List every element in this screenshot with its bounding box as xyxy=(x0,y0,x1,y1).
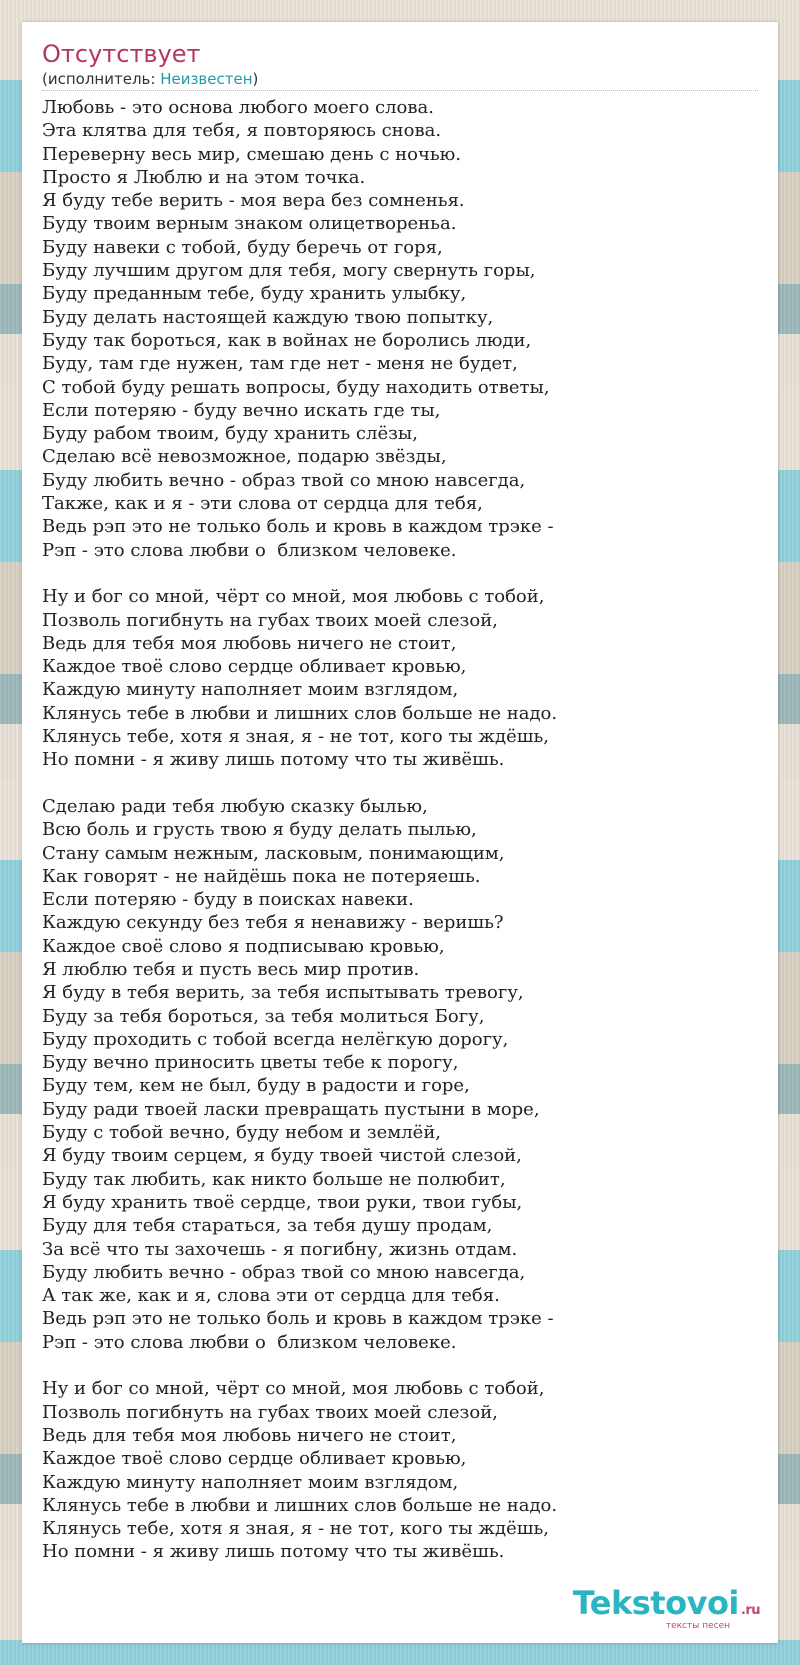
lyric-line: Буду проходить с тобой всегда нелёгкую дорогу, xyxy=(42,1028,509,1050)
lyric-line: Я люблю тебя и пусть весь мир против. xyxy=(42,958,420,980)
lyric-line: Каждую секунду без тебя я ненавижу - веришь? xyxy=(42,912,504,934)
lyric-line: Буду тем, кем не был, буду в радости и горе, xyxy=(42,1075,470,1097)
lyric-line: Буду вечно приносить цветы тебе к порогу, xyxy=(42,1052,459,1074)
lyric-line: Буду навеки с тобой, буду беречь от горя, xyxy=(42,236,443,258)
lyric-line: Я буду твоим серцем, я буду твоей чистой слезой, xyxy=(42,1145,522,1167)
lyric-line: Позволь погибнуть на губах твоих моей слезой, xyxy=(42,1401,498,1423)
logo-main-text: Tekstovoi xyxy=(572,1584,739,1622)
lyric-line: Буду для тебя стараться, за тебя душу продам, xyxy=(42,1215,493,1237)
lyric-line: Всю боль и грусть твою я буду делать пылью, xyxy=(42,819,477,841)
lyric-line: Ну и бог со мной, чёрт со мной, моя любовь с тобой, xyxy=(42,1378,545,1400)
lyric-line: Ну и бог со мной, чёрт со мной, моя любовь с тобой, xyxy=(42,586,545,608)
artist-line xyxy=(42,70,258,88)
artist-link[interactable]: Неизвестен xyxy=(160,70,253,88)
logo-wordmark xyxy=(572,1584,760,1622)
lyric-line: Клянусь тебе, хотя я зная, я - не тот, кого ты ждёшь, xyxy=(42,726,549,748)
lyric-line: Каждую минуту наполняет моим взглядом, xyxy=(42,679,459,701)
lyric-line: Буду ради твоей ласки превращать пустыни в море, xyxy=(42,1098,540,1120)
song-title: Отсутствует xyxy=(42,40,201,68)
lyric-line: Эта клятва для тебя, я повторяюсь снова. xyxy=(42,120,442,142)
lyrics-card xyxy=(22,22,778,1643)
lyric-line: Переверну весь мир, смешаю день с ночью. xyxy=(42,143,462,165)
stanza xyxy=(42,585,758,771)
lyric-line: Сделаю ради тебя любую сказку былью, xyxy=(42,795,428,817)
lyric-line: Буду делать настоящей каждую твою попытку, xyxy=(42,306,494,328)
artist-prefix: (исполнитель: xyxy=(42,70,161,88)
logo-tagline: тексты песен xyxy=(665,1621,730,1631)
lyric-line: Каждое твоё слово сердце обливает кровью, xyxy=(42,656,467,678)
lyric-line: Я буду тебе верить - моя вера без сомненья. xyxy=(42,190,465,212)
lyric-line: Буду с тобой вечно, буду небом и землёй, xyxy=(42,1122,442,1144)
site-logo[interactable] xyxy=(572,1584,760,1631)
lyric-line: Если потеряю - буду в поисках навеки. xyxy=(42,889,414,911)
lyric-line: Буду рабом твоим, буду хранить слёзы, xyxy=(42,423,418,445)
lyric-line: Буду так бороться, как в войнах не боролись люди, xyxy=(42,329,532,351)
lyric-line: Ведь рэп это не только боль и кровь в каждом трэке - xyxy=(42,516,554,538)
lyric-line: Буду преданным тебе, буду хранить улыбку, xyxy=(42,283,467,305)
lyric-line: Стану самым нежным, ласковым, понимающим, xyxy=(42,842,505,864)
lyric-line: Любовь - это основа любого моего слова. xyxy=(42,97,434,118)
lyric-line: Как говорят - не найдёшь пока не потеряешь. xyxy=(42,865,481,887)
lyric-line: Ведь для тебя моя любовь ничего не стоит, xyxy=(42,1424,457,1446)
lyric-line: Буду любить вечно - образ твой со мною навсегда, xyxy=(42,1261,526,1283)
lyric-line: Каждое твоё слово сердце обливает кровью, xyxy=(42,1448,467,1470)
lyric-line: Ведь рэп это не только боль и кровь в каждом трэке - xyxy=(42,1308,554,1330)
lyric-line: Буду за тебя бороться, за тебя молиться Богу, xyxy=(42,1005,485,1027)
lyric-line: Буду так любить, как никто больше не полюбит, xyxy=(42,1168,506,1190)
lyric-line: Клянусь тебе, хотя я зная, я - не тот, кого ты ждёшь, xyxy=(42,1518,549,1540)
lyric-line: Если потеряю - буду вечно искать где ты, xyxy=(42,399,441,421)
stanza xyxy=(42,795,758,1354)
artist-suffix: ) xyxy=(252,70,259,88)
lyric-line: Но помни - я живу лишь потому что ты живёшь. xyxy=(42,1541,505,1563)
lyric-line: Буду, там где нужен, там где нет - меня не будет, xyxy=(42,353,518,375)
lyric-line: Буду лучшим другом для тебя, могу свернуть горы, xyxy=(42,260,536,282)
lyric-line: Каждую минуту наполняет моим взглядом, xyxy=(42,1471,459,1493)
lyric-line: А так же, как и я, слова эти от сердца для тебя. xyxy=(42,1285,500,1307)
lyric-line: Также, как и я - эти слова от сердца для тебя, xyxy=(42,493,483,515)
lyric-line: Каждое своё слово я подписываю кровью, xyxy=(42,935,445,957)
lyric-line: Позволь погибнуть на губах твоих моей слезой, xyxy=(42,609,498,631)
divider xyxy=(42,90,758,91)
lyric-line: Но помни - я живу лишь потому что ты живёшь. xyxy=(42,749,505,771)
stanza xyxy=(42,96,758,562)
lyric-line: Просто я Люблю и на этом точка. xyxy=(42,166,366,188)
lyric-line: Буду любить вечно - образ твой со мною навсегда, xyxy=(42,469,526,491)
lyric-line: Я буду в тебя верить, за тебя испытывать тревогу, xyxy=(42,982,524,1004)
lyric-line: Рэп - это слова любви о близком человеке. xyxy=(42,539,457,561)
lyric-line: Сделаю всё невозможное, подарю звёзды, xyxy=(42,446,447,468)
lyrics-text xyxy=(42,96,758,1564)
stanza xyxy=(42,1377,758,1563)
lyric-line: Клянусь тебе в любви и лишних слов больше не надо. xyxy=(42,702,558,724)
lyric-line: С тобой буду решать вопросы, буду находить ответы, xyxy=(42,376,550,398)
lyric-line: Рэп - это слова любви о близком человеке. xyxy=(42,1331,457,1353)
lyric-line: За всё что ты захочешь - я погибну, жизнь отдам. xyxy=(42,1238,518,1260)
lyric-line: Ведь для тебя моя любовь ничего не стоит, xyxy=(42,632,457,654)
logo-suffix: .ru xyxy=(740,1603,760,1618)
lyric-line: Буду твоим верным знаком олицетвореньа. xyxy=(42,213,457,235)
lyric-line: Я буду хранить твоё сердце, твои руки, твои губы, xyxy=(42,1191,523,1213)
lyric-line: Клянусь тебе в любви и лишних слов больше не надо. xyxy=(42,1494,558,1516)
